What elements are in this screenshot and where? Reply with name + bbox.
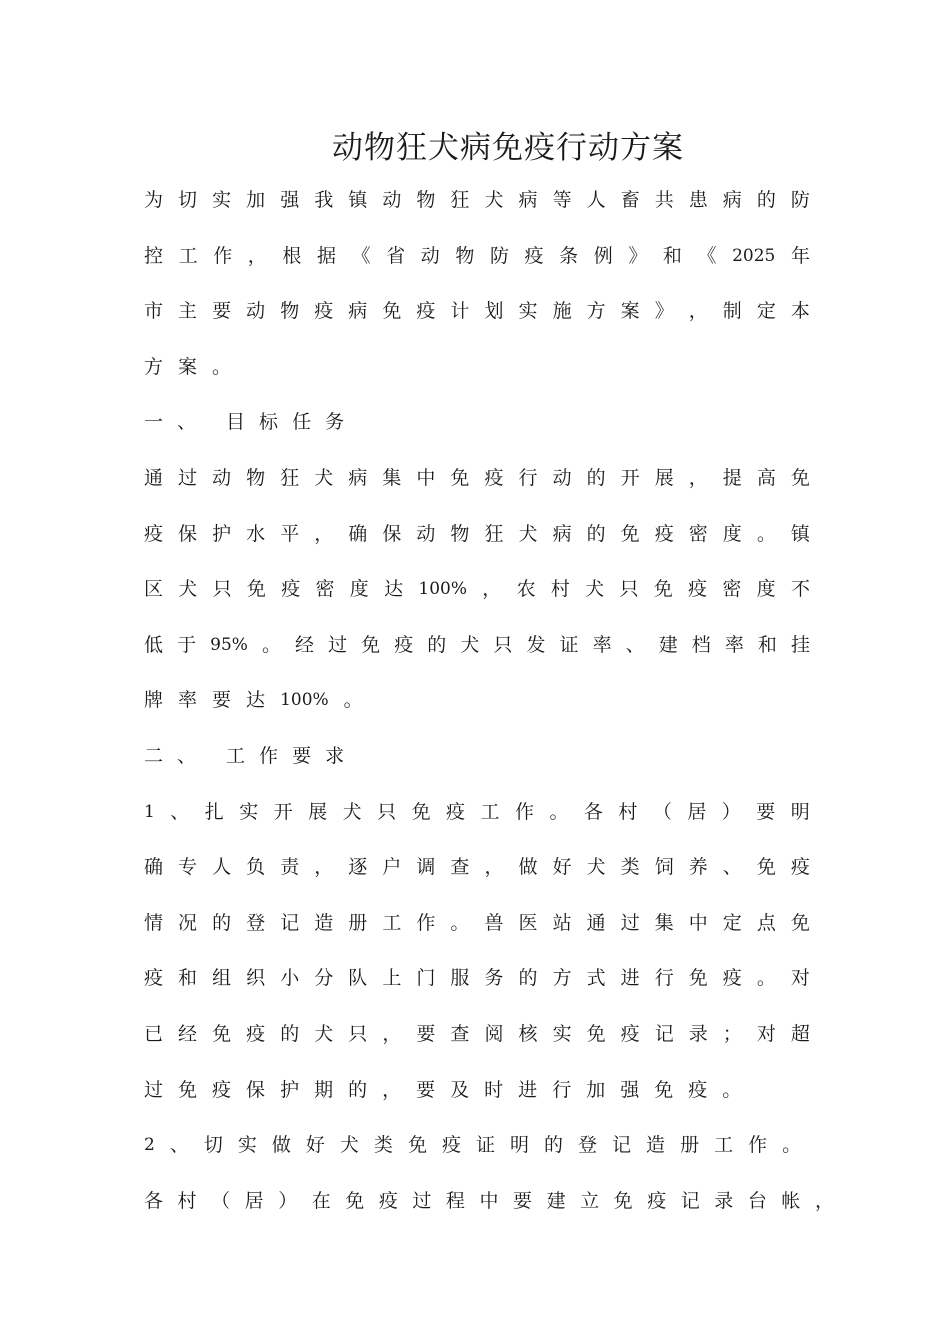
text-line: 牌 率 要 达 100% 。: [144, 689, 363, 711]
text-line: 为 切 实 加 强 我 镇 动 物 狂 犬 病 等 人 畜 共 患 病 的 防: [144, 189, 810, 211]
text-line: 低 于 95% 。 经 过 免 疫 的 犬 只 发 证 率 、 建 档 率 和 挂: [144, 634, 810, 656]
text-line: 1 、 扎 实 开 展 犬 只 免 疫 工 作 。 各 村 （ 居 ） 要 明: [144, 801, 810, 823]
text-line: 情 况 的 登 记 造 册 工 作 。 兽 医 站 通 过 集 中 定 点 免: [144, 912, 810, 934]
text-line: 二 、 工 作 要 求: [144, 745, 345, 767]
text-line: 方 案 。: [144, 356, 232, 378]
text-line: 2 、 切 实 做 好 犬 类 免 疫 证 明 的 登 记 造 册 工 作 。: [144, 1134, 802, 1156]
document-title: 动物狂犬病免疫行动方案: [332, 130, 684, 166]
text-line: 疫 保 护 水 平 ， 确 保 动 物 狂 犬 病 的 免 疫 密 度 。 镇: [144, 523, 810, 545]
text-line: 已 经 免 疫 的 犬 只 ， 要 查 阅 核 实 免 疫 记 录 ； 对 超: [144, 1023, 810, 1045]
text-line: 确 专 人 负 责 ， 逐 户 调 查 ， 做 好 犬 类 饲 养 、 免 疫: [144, 856, 810, 878]
text-line: 疫 和 组 织 小 分 队 上 门 服 务 的 方 式 进 行 免 疫 。 对: [144, 967, 810, 989]
text-line: 一 、 目 标 任 务: [144, 411, 345, 433]
text-line: 通 过 动 物 狂 犬 病 集 中 免 疫 行 动 的 开 展 ， 提 高 免: [144, 467, 810, 489]
text-line: 各 村 （ 居 ） 在 免 疫 过 程 中 要 建 立 免 疫 记 录 台 帐 ，: [144, 1190, 834, 1212]
text-line: 过 免 疫 保 护 期 的 ， 要 及 时 进 行 加 强 免 疫 。: [144, 1079, 742, 1101]
text-line: 区 犬 只 免 疫 密 度 达 100% ， 农 村 犬 只 免 疫 密 度 不: [144, 578, 810, 600]
text-line: 市 主 要 动 物 疫 病 免 疫 计 划 实 施 方 案 》 ， 制 定 本: [144, 300, 810, 322]
text-line: 控 工 作 ， 根 据 《 省 动 物 防 疫 条 例 》 和 《 2025 年: [144, 245, 810, 267]
